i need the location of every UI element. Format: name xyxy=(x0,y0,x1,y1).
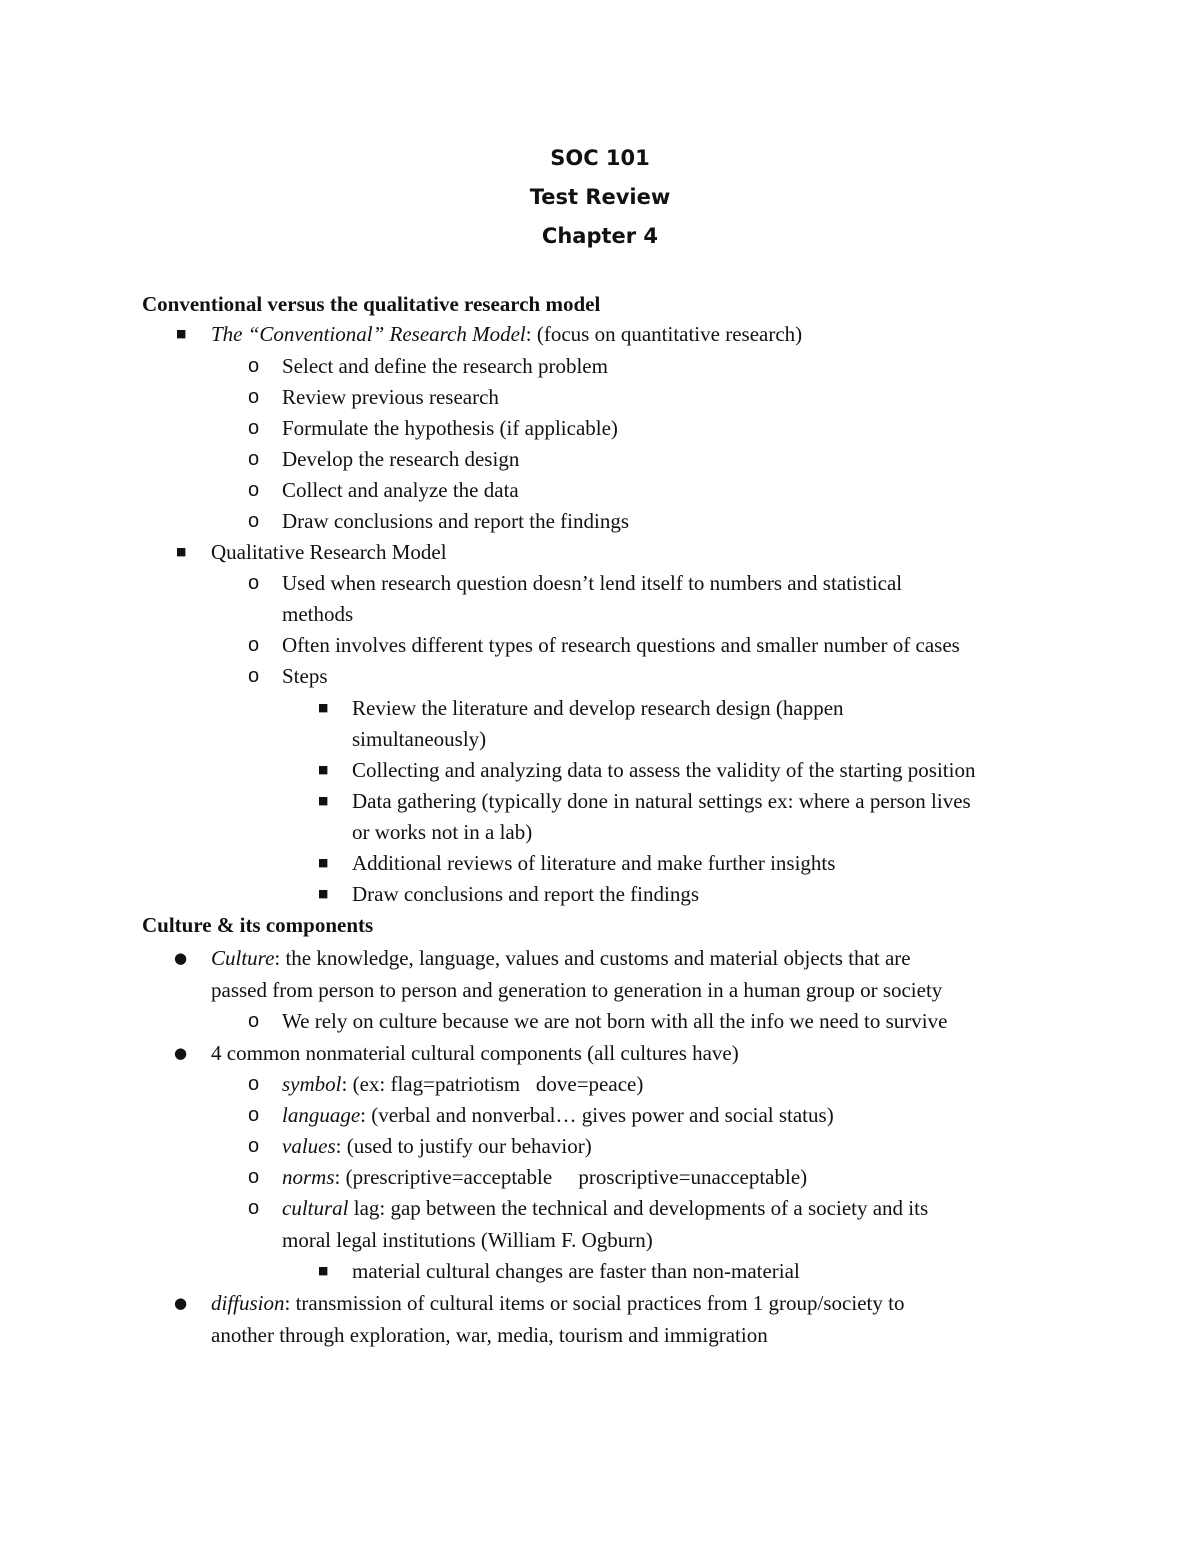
diffusion-continuation: another through exploration, war, media, tourism and immigration xyxy=(211,1323,768,1347)
culture-subpoint: We rely on culture because we are not born with all the info we need to survive xyxy=(282,1009,948,1033)
square-bullet-icon: ■ xyxy=(318,856,329,869)
circle-bullet-icon: o xyxy=(248,1135,260,1157)
symbol-term: symbol xyxy=(282,1072,342,1096)
circle-bullet-icon: o xyxy=(248,1010,260,1032)
qualitative-step: Additional reviews of literature and make further insights xyxy=(352,851,836,875)
round-bullet-icon: ● xyxy=(174,1294,188,1312)
language-text: : (verbal and nonverbal… gives power and social status) xyxy=(360,1103,834,1127)
norms-term: norms xyxy=(282,1165,335,1189)
square-bullet-icon: ■ xyxy=(176,327,187,340)
qualitative-step: Collecting and analyzing data to assess the validity of the starting position xyxy=(352,758,976,782)
conventional-model-item xyxy=(211,320,802,348)
circle-bullet-icon: o xyxy=(248,448,260,470)
component-cultural-lag xyxy=(282,1194,928,1222)
square-bullet-icon: ■ xyxy=(318,887,329,900)
circle-bullet-icon: o xyxy=(248,417,260,439)
conventional-step: Formulate the hypothesis (if applicable) xyxy=(282,416,618,440)
cultural-lag-continuation: moral legal institutions (William F. Ogburn) xyxy=(282,1228,653,1252)
qualitative-point: Used when research question doesn’t lend itself to numbers and statistical xyxy=(282,571,903,595)
circle-bullet-icon: o xyxy=(248,634,260,656)
section-heading-research-models: Conventional versus the qualitative research model xyxy=(142,292,601,316)
circle-bullet-icon: o xyxy=(248,510,260,532)
conventional-model-label: The “Conventional” Research Model xyxy=(211,322,526,346)
qualitative-model-label: Qualitative Research Model xyxy=(211,540,447,564)
circle-bullet-icon: o xyxy=(248,1104,260,1126)
circle-bullet-icon: o xyxy=(248,479,260,501)
culture-term: Culture xyxy=(211,946,275,970)
language-term: language xyxy=(282,1103,361,1127)
conventional-step: Review previous research xyxy=(282,385,499,409)
circle-bullet-icon: o xyxy=(248,572,260,594)
diffusion-term: diffusion xyxy=(211,1291,285,1315)
component-values xyxy=(282,1132,592,1160)
cultural-lag-text: lag: gap between the technical and developments of a society and its xyxy=(348,1196,929,1220)
symbol-text: : (ex: flag=patriotism dove=peace) xyxy=(341,1072,644,1096)
conventional-model-note: : (focus on quantitative research) xyxy=(525,322,803,346)
conventional-step: Collect and analyze the data xyxy=(282,478,519,502)
qualitative-step: Data gathering (typically done in natural settings ex: where a person lives xyxy=(352,789,971,813)
diffusion-text: : transmission of cultural items or social practices from 1 group/society to xyxy=(284,1291,905,1315)
qualitative-point: Often involves different types of research questions and smaller number of cases xyxy=(282,633,960,657)
qualitative-step: Review the literature and develop research design (happen xyxy=(352,696,844,720)
circle-bullet-icon: o xyxy=(248,355,260,377)
culture-definition-text: : the knowledge, language, values and customs and material objects that are xyxy=(274,946,911,970)
cultural-lag-subpoint: material cultural changes are faster than non-material xyxy=(352,1259,800,1283)
diffusion-definition xyxy=(211,1289,904,1317)
values-text: : (used to justify our behavior) xyxy=(335,1134,592,1158)
cultural-lag-term: cultural xyxy=(282,1196,349,1220)
qualitative-step-continuation: simultaneously) xyxy=(352,727,487,751)
norms-text: : (prescriptive=acceptable proscriptive=unacceptable) xyxy=(334,1165,808,1189)
square-bullet-icon: ■ xyxy=(318,1264,329,1277)
section-heading-culture: Culture & its components xyxy=(142,913,374,937)
circle-bullet-icon: o xyxy=(248,1166,260,1188)
component-language xyxy=(282,1101,834,1129)
circle-bullet-icon: o xyxy=(248,1073,260,1095)
conventional-step: Select and define the research problem xyxy=(282,354,608,378)
component-symbol xyxy=(282,1070,643,1098)
qualitative-step: Draw conclusions and report the findings xyxy=(352,882,700,906)
culture-definition xyxy=(211,944,911,972)
square-bullet-icon: ■ xyxy=(318,794,329,807)
conventional-step: Draw conclusions and report the findings xyxy=(282,509,630,533)
values-term: values xyxy=(282,1134,336,1158)
square-bullet-icon: ■ xyxy=(318,701,329,714)
qualitative-point-continuation: methods xyxy=(282,602,354,626)
document-title: Test Review xyxy=(529,185,671,209)
conventional-step: Develop the research design xyxy=(282,447,520,471)
qualitative-step-continuation: or works not in a lab) xyxy=(352,820,533,844)
qualitative-steps-label: Steps xyxy=(282,664,328,688)
circle-bullet-icon: o xyxy=(248,665,260,687)
component-norms xyxy=(282,1163,807,1191)
round-bullet-icon: ● xyxy=(174,1044,188,1062)
culture-definition-continuation: passed from person to person and generation to generation in a human group or society xyxy=(211,978,943,1002)
square-bullet-icon: ■ xyxy=(318,763,329,776)
course-code: SOC 101 xyxy=(550,146,650,170)
chapter-label: Chapter 4 xyxy=(541,224,659,248)
components-intro: 4 common nonmaterial cultural components (all cultures have) xyxy=(211,1041,739,1065)
round-bullet-icon: ● xyxy=(174,949,188,967)
circle-bullet-icon: o xyxy=(248,386,260,408)
circle-bullet-icon: o xyxy=(248,1197,260,1219)
square-bullet-icon: ■ xyxy=(176,545,187,558)
